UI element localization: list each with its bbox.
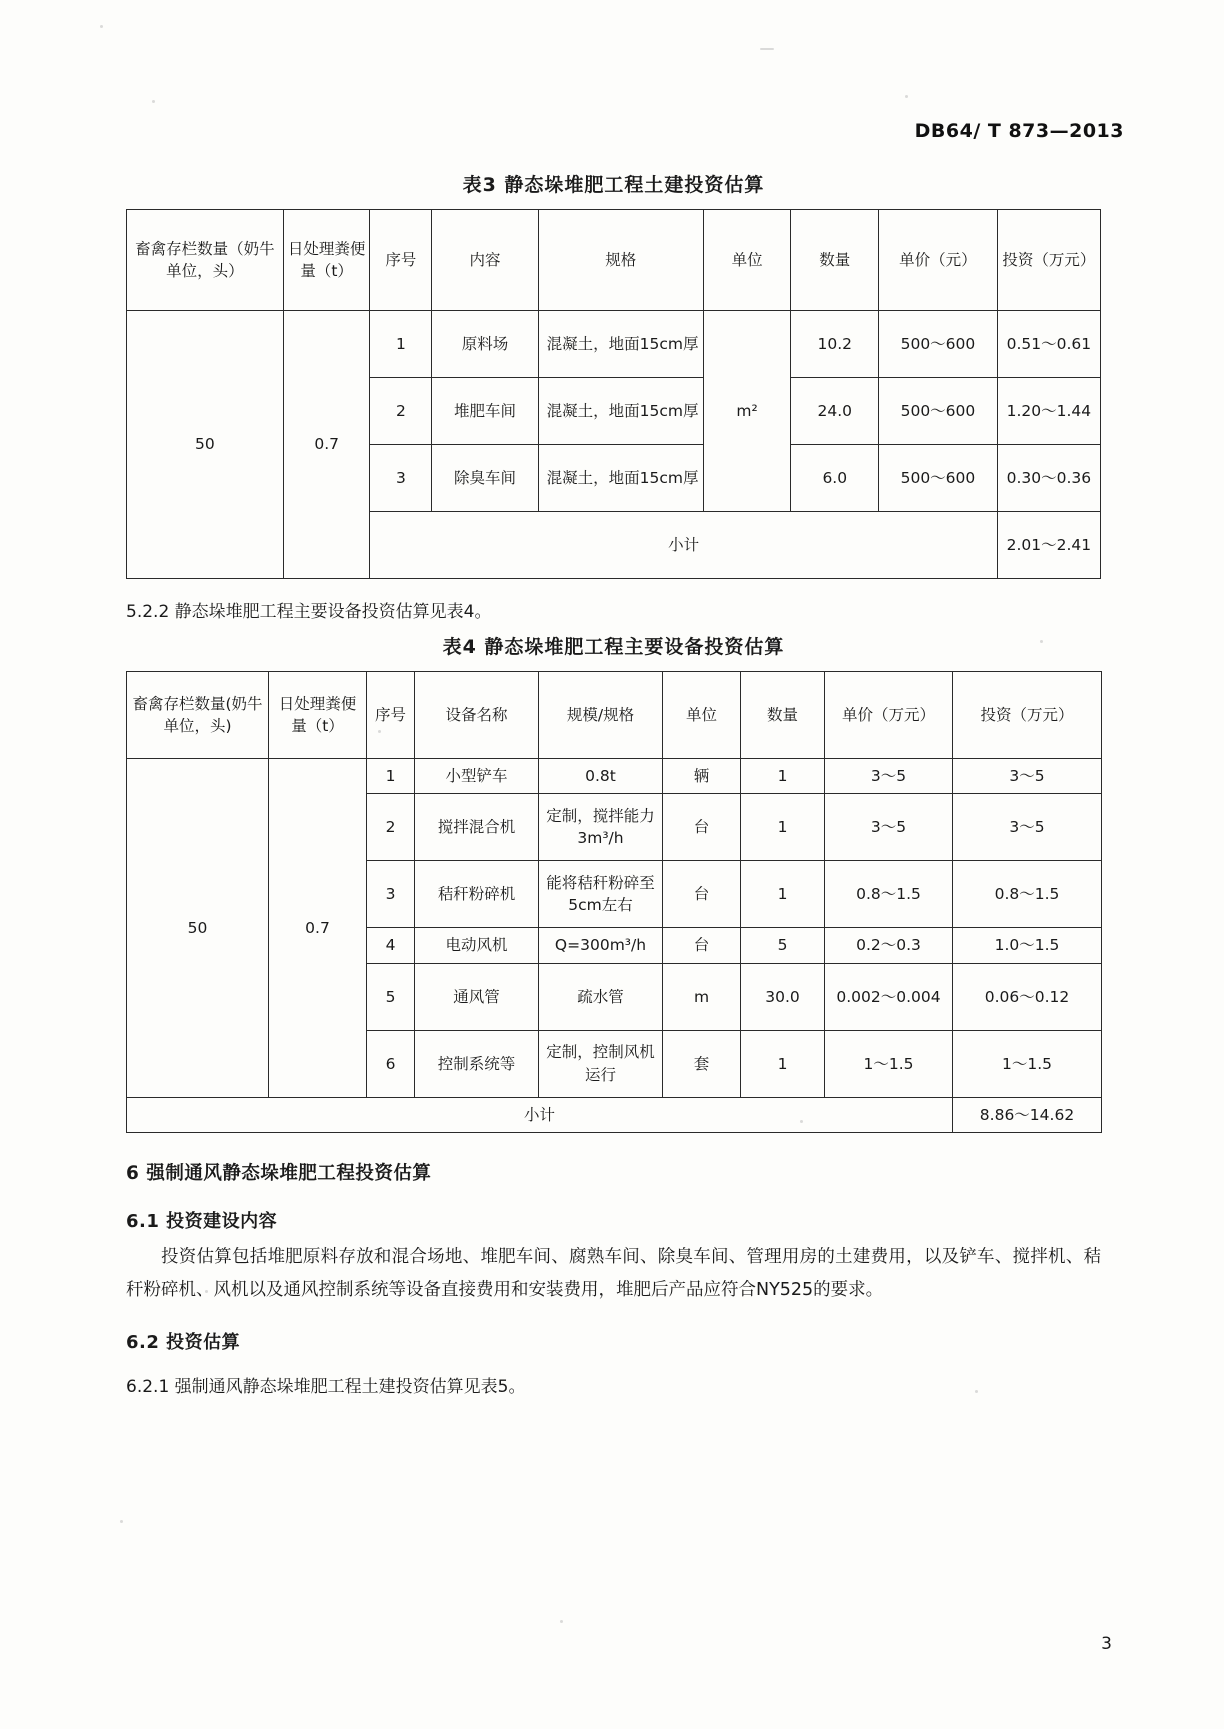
table3-header-row [127,210,1101,311]
table4-th-6: 数量 [741,672,825,759]
table4-r0-invest: 3～5 [953,759,1102,794]
table4-r2-unit: 台 [663,861,741,928]
table4-th-5: 单位 [663,672,741,759]
table4-r4-invest: 0.06～0.12 [953,963,1102,1030]
table3-r1-spec: 混凝土，地面15cm厚 [538,378,703,445]
section-6-1-body: 投资估算包括堆肥原料存放和混合场地、堆肥车间、腐熟车间、除臭车间、管理用房的土建费用，以及铲车、搅拌机、秸秆粉碎机、风机以及通风控制系统等设备直接费用和安装费用，堆肥后产品应符合NY525的要求。 [126,1247,1101,1300]
table3-r2-content: 除臭车间 [432,445,538,512]
table4-r1-no: 2 [367,794,415,861]
table4-r2-price: 0.8～1.5 [825,861,953,928]
table4-r3-price: 0.2～0.3 [825,928,953,963]
table4-r0-spec: 0.8t [539,759,663,794]
table4-r1-price: 3～5 [825,794,953,861]
table4-r5-price: 1～1.5 [825,1030,953,1097]
table4-caption: 表4 静态垛堆肥工程主要设备投资估算 [442,636,785,658]
table3-th-5: 单位 [703,210,791,311]
table3-r1-content: 堆肥车间 [432,378,538,445]
table3-unit: m² [703,311,791,512]
table4-th-1: 日处理粪便量（t） [269,672,367,759]
table3-r1-price: 500～600 [879,378,998,445]
clause-5-2-2: 5.2.2 静态垛堆肥工程主要设备投资估算见表4。 [126,602,492,622]
table4-subtotal-label: 小计 [127,1097,953,1132]
table3-r0-price: 500～600 [879,311,998,378]
table3-r0-invest: 0.51～0.61 [997,311,1100,378]
table4-r5-no: 6 [367,1030,415,1097]
table4-r4-no: 5 [367,963,415,1030]
table4-r0-qty: 1 [741,759,825,794]
table3-th-4: 规格 [538,210,703,311]
standard-code: DB64/ T 873—2013 [914,120,1124,142]
table3-r2-price: 500～600 [879,445,998,512]
table3-r0-content: 原料场 [432,311,538,378]
table3 [126,209,1101,579]
table3-r1-no: 2 [370,378,432,445]
table3-th-0: 畜禽存栏数量（奶牛单位，头） [127,210,284,311]
table4-r2-invest: 0.8～1.5 [953,861,1102,928]
table4-r3-invest: 1.0～1.5 [953,928,1102,963]
section-6-2-title: 6.2 投资估算 [126,1332,241,1354]
table4-r3-qty: 5 [741,928,825,963]
table4-r1-invest: 3～5 [953,794,1102,861]
table3-r0-spec: 混凝土，地面15cm厚 [538,311,703,378]
table3-livestock: 50 [127,311,284,579]
table3-r2-invest: 0.30～0.36 [997,445,1100,512]
table4-r1-unit: 台 [663,794,741,861]
table4-r0-name: 小型铲车 [415,759,539,794]
table4-subtotal-row [127,1097,1102,1132]
table3-caption: 表3 静态垛堆肥工程土建投资估算 [462,174,765,196]
table4-livestock: 50 [127,759,269,1098]
table4-r1-spec: 定制，搅拌能力3m³/h [539,794,663,861]
table4-th-3: 设备名称 [415,672,539,759]
table4-header-row [127,672,1102,759]
table3-th-2: 序号 [370,210,432,311]
table4-r5-invest: 1～1.5 [953,1030,1102,1097]
table4-r4-qty: 30.0 [741,963,825,1030]
table4-r3-unit: 台 [663,928,741,963]
table4-r5-unit: 套 [663,1030,741,1097]
table3-r2-qty: 6.0 [791,445,879,512]
table4-r3-name: 电动风机 [415,928,539,963]
table3-daily-manure: 0.7 [283,311,370,579]
table4-r4-name: 通风管 [415,963,539,1030]
table4 [126,671,1102,1133]
table4-r0-no: 1 [367,759,415,794]
table3-r1-invest: 1.20～1.44 [997,378,1100,445]
table3-th-1: 日处理粪便量（t） [283,210,370,311]
table4-r2-no: 3 [367,861,415,928]
table3-subtotal-label: 小计 [370,512,997,579]
table4-r2-qty: 1 [741,861,825,928]
table4-daily-manure: 0.7 [269,759,367,1098]
table4-th-2: 序号 [367,672,415,759]
table4-th-8: 投资（万元） [953,672,1102,759]
table4-th-7: 单价（万元） [825,672,953,759]
table3-r2-spec: 混凝土，地面15cm厚 [538,445,703,512]
table3-r1-qty: 24.0 [791,378,879,445]
page-number: 3 [1101,1634,1112,1654]
section-6-title: 6 强制通风静态垛堆肥工程投资估算 [126,1163,432,1185]
table4-r4-unit: m [663,963,741,1030]
table4-r5-qty: 1 [741,1030,825,1097]
table4-r2-name: 秸秆粉碎机 [415,861,539,928]
table4-r5-spec: 定制，控制风机运行 [539,1030,663,1097]
table4-th-4: 规模/规格 [539,672,663,759]
table3-th-8: 投资（万元） [997,210,1100,311]
table4-r5-name: 控制系统等 [415,1030,539,1097]
page-content [126,160,1101,1405]
section-6-1-title: 6.1 投资建设内容 [126,1211,278,1233]
table4-r3-spec: Q=300m³/h [539,928,663,963]
table3-r0-qty: 10.2 [791,311,879,378]
table3-r2-no: 3 [370,445,432,512]
table3-th-3: 内容 [432,210,538,311]
table4-r0-unit: 辆 [663,759,741,794]
table4-r2-spec: 能将秸秆粉碎至5cm左右 [539,861,663,928]
table4-r0-price: 3～5 [825,759,953,794]
table4-th-0: 畜禽存栏数量(奶牛单位，头) [127,672,269,759]
table4-subtotal-value: 8.86～14.62 [953,1097,1102,1132]
table3-th-7: 单价（元） [879,210,998,311]
table4-r1-name: 搅拌混合机 [415,794,539,861]
table3-r0-no: 1 [370,311,432,378]
clause-6-2-1: 6.2.1 强制通风静态垛堆肥工程土建投资估算见表5。 [126,1377,526,1398]
table4-r1-qty: 1 [741,794,825,861]
table3-subtotal-value: 2.01～2.41 [997,512,1100,579]
table4-row [127,759,1102,794]
table4-r3-no: 4 [367,928,415,963]
table4-r4-price: 0.002～0.004 [825,963,953,1030]
table4-r4-spec: 疏水管 [539,963,663,1030]
table3-row [127,311,1101,378]
table3-th-6: 数量 [791,210,879,311]
